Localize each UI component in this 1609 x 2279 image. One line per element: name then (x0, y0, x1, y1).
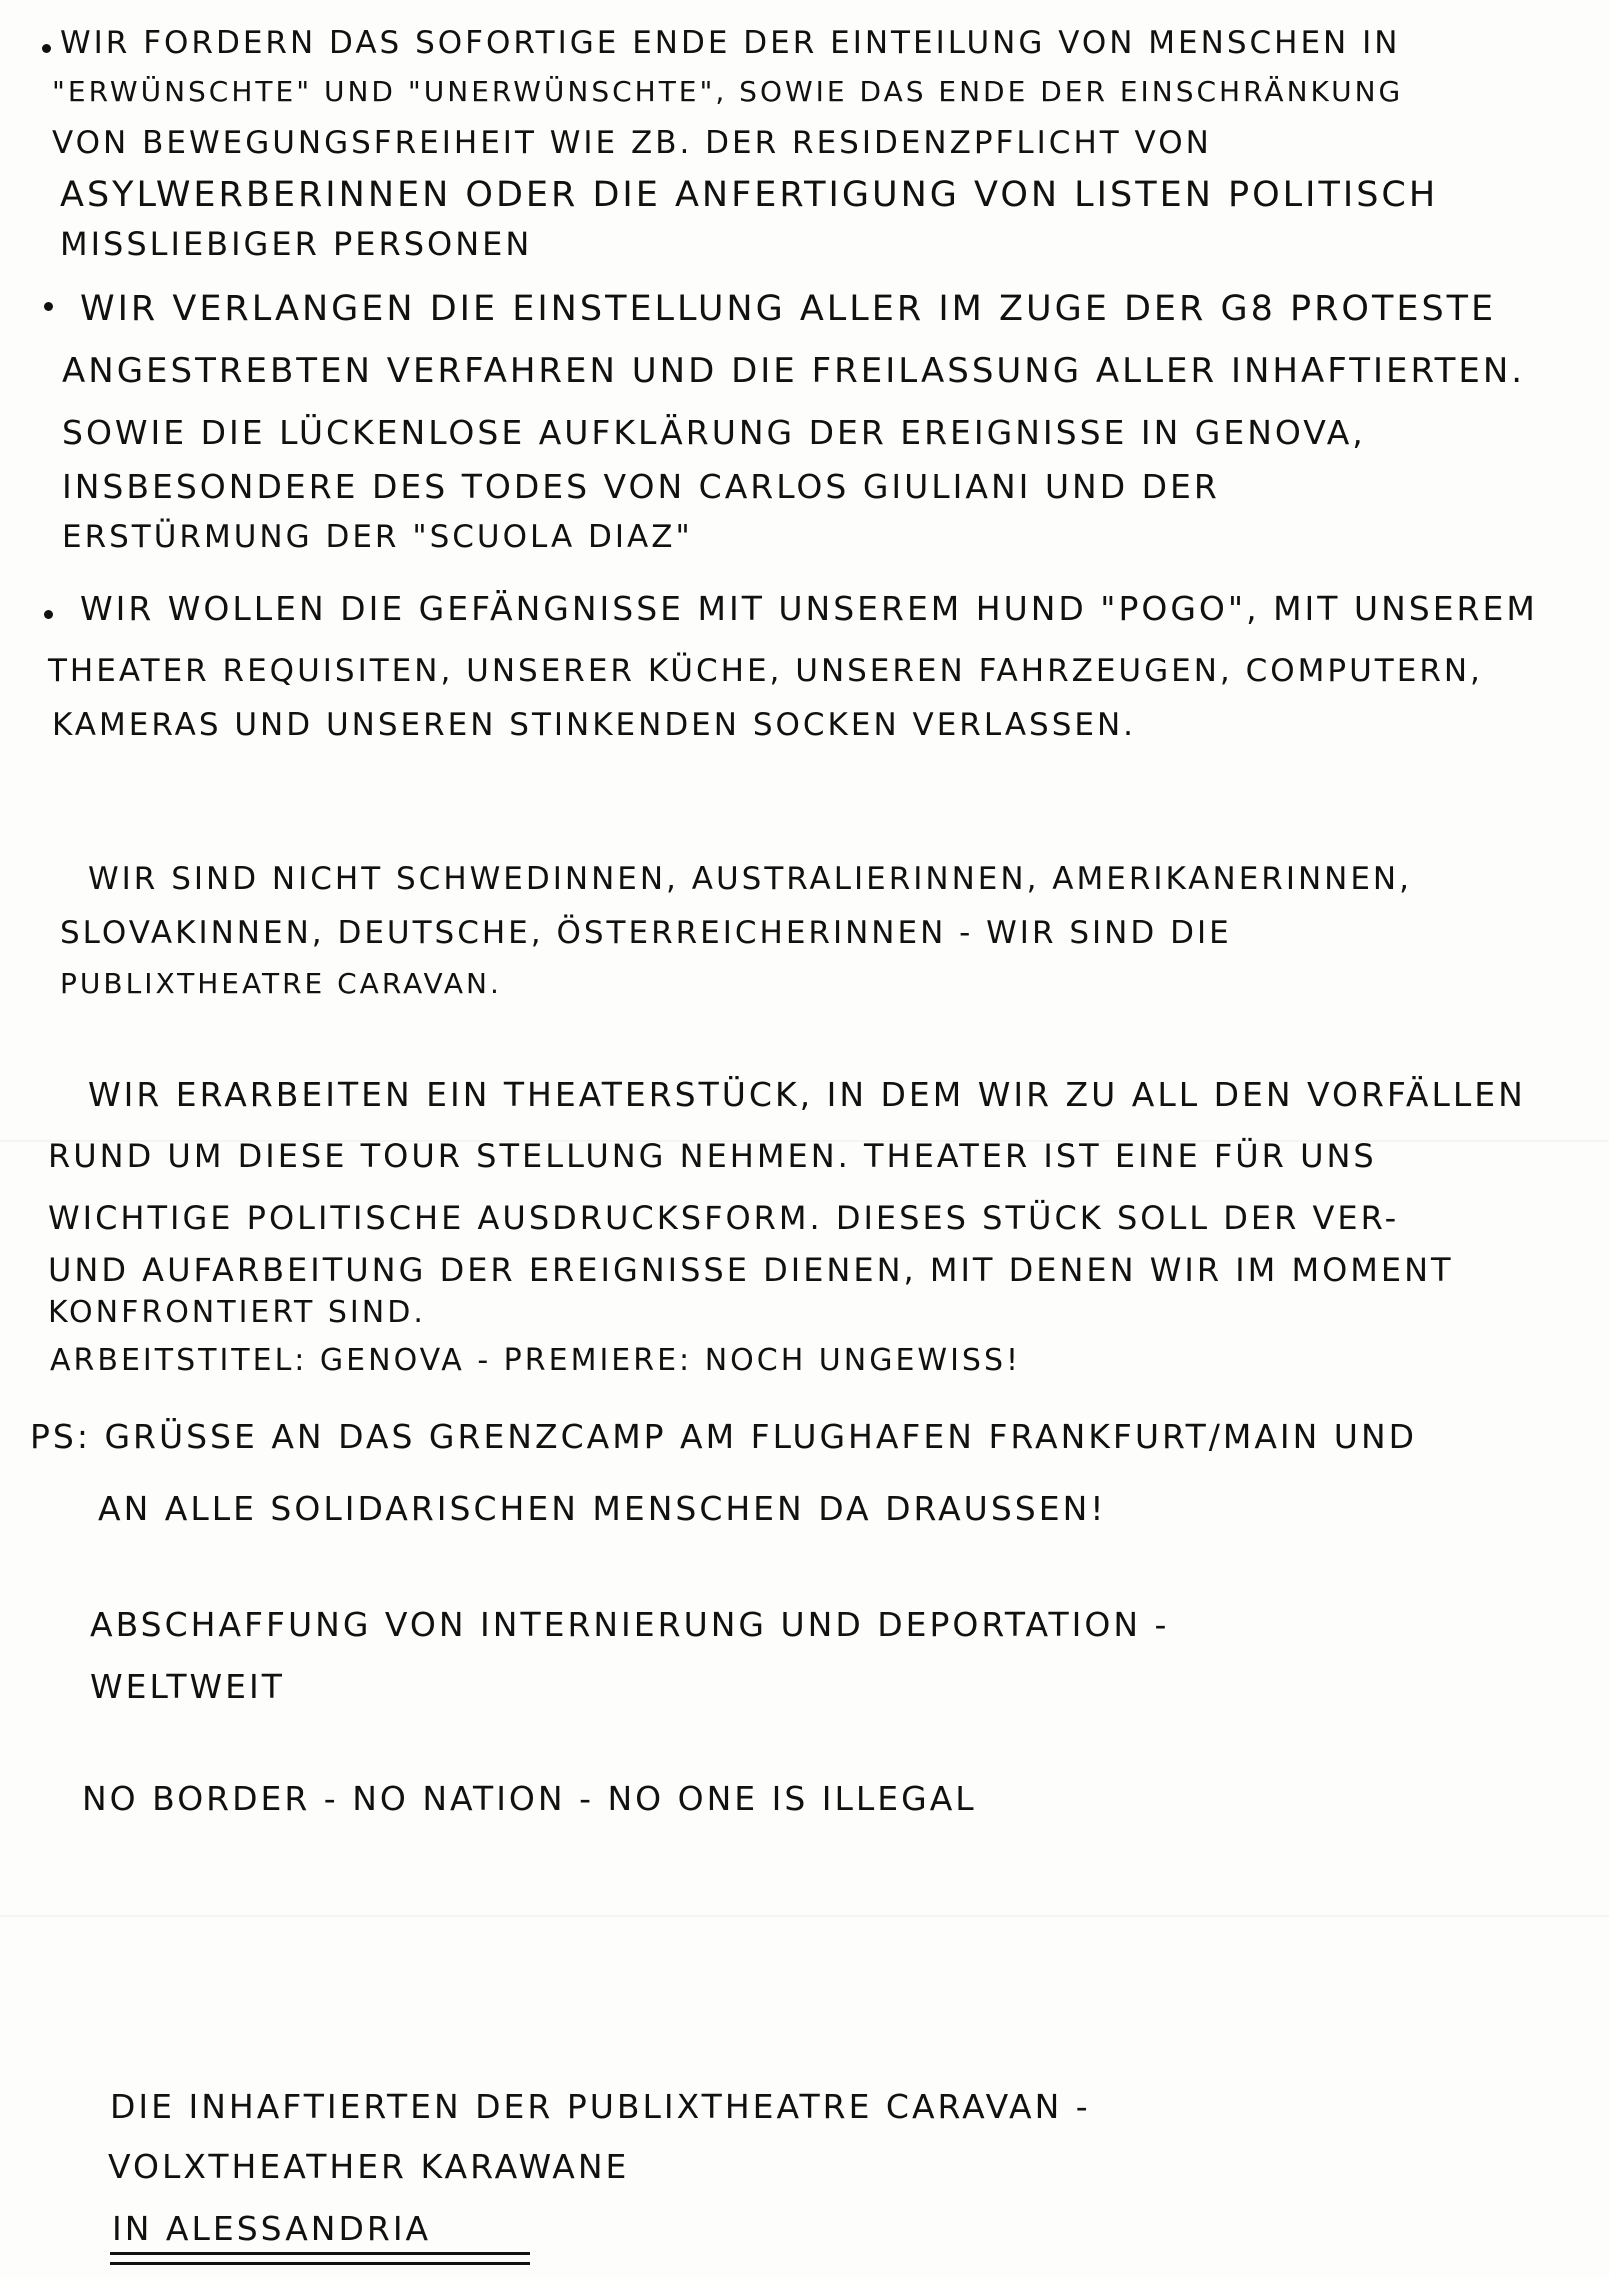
text-line: WIR FORDERN DAS SOFORTIGE ENDE DER EINTEILUNG VON MENSCHEN IN (60, 25, 1401, 61)
signature-underline (110, 2252, 530, 2255)
text-line: AN ALLE SOLIDARISCHEN MENSCHEN DA DRAUSSEN! (98, 1489, 1107, 1528)
signature-line: VOLXTHEATHER KARAWANE (108, 2147, 630, 2186)
text-line: KONFRONTIERT SIND. (48, 1295, 426, 1330)
bullet-point (44, 610, 53, 619)
text-line: WIR VERLANGEN DIE EINSTELLUNG ALLER IM ZUGE DER G8 PROTESTE (80, 289, 1497, 329)
text-line: NO BORDER - NO NATION - NO ONE IS ILLEGAL (82, 1779, 977, 1818)
text-line: WIR WOLLEN DIE GEFÄNGNISSE MIT UNSEREM HUND "POGO", MIT UNSEREM (80, 589, 1538, 628)
text-line: "ERWÜNSCHTE" UND "UNERWÜNSCHTE", SOWIE DAS ENDE DER EINSCHRÄNKUNG (52, 75, 1404, 108)
signature-line: DIE INHAFTIERTEN DER PUBLIXTHEATRE CARAVAN - (110, 2087, 1091, 2126)
signature-line: IN ALESSANDRIA (112, 2209, 432, 2248)
signature-underline (110, 2262, 530, 2265)
text-line: WICHTIGE POLITISCHE AUSDRUCKSFORM. DIESES STÜCK SOLL DER VER- (48, 1199, 1400, 1237)
text-line: ERSTÜRMUNG DER "SCUOLA DIAZ" (62, 519, 693, 555)
text-line: KAMERAS UND UNSEREN STINKENDEN SOCKEN VERLASSEN. (52, 707, 1137, 743)
text-line: ARBEITSTITEL: GENOVA - PREMIERE: NOCH UNGEWISS! (50, 1343, 1022, 1378)
paper-fold-line (0, 1915, 1609, 1917)
text-line: INSBESONDERE DES TODES VON CARLOS GIULIANI UND DER (62, 467, 1220, 506)
text-line: WELTWEIT (90, 1667, 285, 1706)
text-line: SLOVAKINNEN, DEUTSCHE, ÖSTERREICHERINNEN - WIR SIND DIE (60, 915, 1232, 951)
text-line: UND AUFARBEITUNG DER EREIGNISSE DIENEN, MIT DENEN WIR IM MOMENT (48, 1251, 1454, 1289)
text-line: ASYLWERBERINNEN ODER DIE ANFERTIGUNG VON LISTEN POLITISCH (60, 175, 1439, 215)
text-line: WIR ERARBEITEN EIN THEATERSTÜCK, IN DEM WIR ZU ALL DEN VORFÄLLEN (88, 1075, 1526, 1114)
text-line: MISSLIEBIGER PERSONEN (60, 225, 533, 263)
text-line: ABSCHAFFUNG VON INTERNIERUNG UND DEPORTATION - (90, 1605, 1170, 1644)
text-line: RUND UM DIESE TOUR STELLUNG NEHMEN. THEATER IST EINE FÜR UNS (48, 1137, 1377, 1175)
text-line: SOWIE DIE LÜCKENLOSE AUFKLÄRUNG DER EREIGNISSE IN GENOVA, (62, 413, 1366, 452)
text-line: THEATER REQUISITEN, UNSERER KÜCHE, UNSEREN FAHRZEUGEN, COMPUTERN, (48, 653, 1483, 689)
bullet-point (42, 44, 51, 53)
text-line: PUBLIXTHEATRE CARAVAN. (60, 967, 502, 1000)
text-line: WIR SIND NICHT SCHWEDINNEN, AUSTRALIERINNEN, AMERIKANERINNEN, (88, 861, 1412, 897)
text-line: ANGESTREBTEN VERFAHREN UND DIE FREILASSUNG ALLER INHAFTIERTEN. (62, 351, 1526, 391)
bullet-point (44, 302, 53, 311)
text-line: VON BEWEGUNGSFREIHEIT WIE ZB. DER RESIDENZPFLICHT VON (52, 125, 1212, 161)
text-line: PS: GRÜSSE AN DAS GRENZCAMP AM FLUGHAFEN FRANKFURT/MAIN UND (30, 1417, 1418, 1456)
